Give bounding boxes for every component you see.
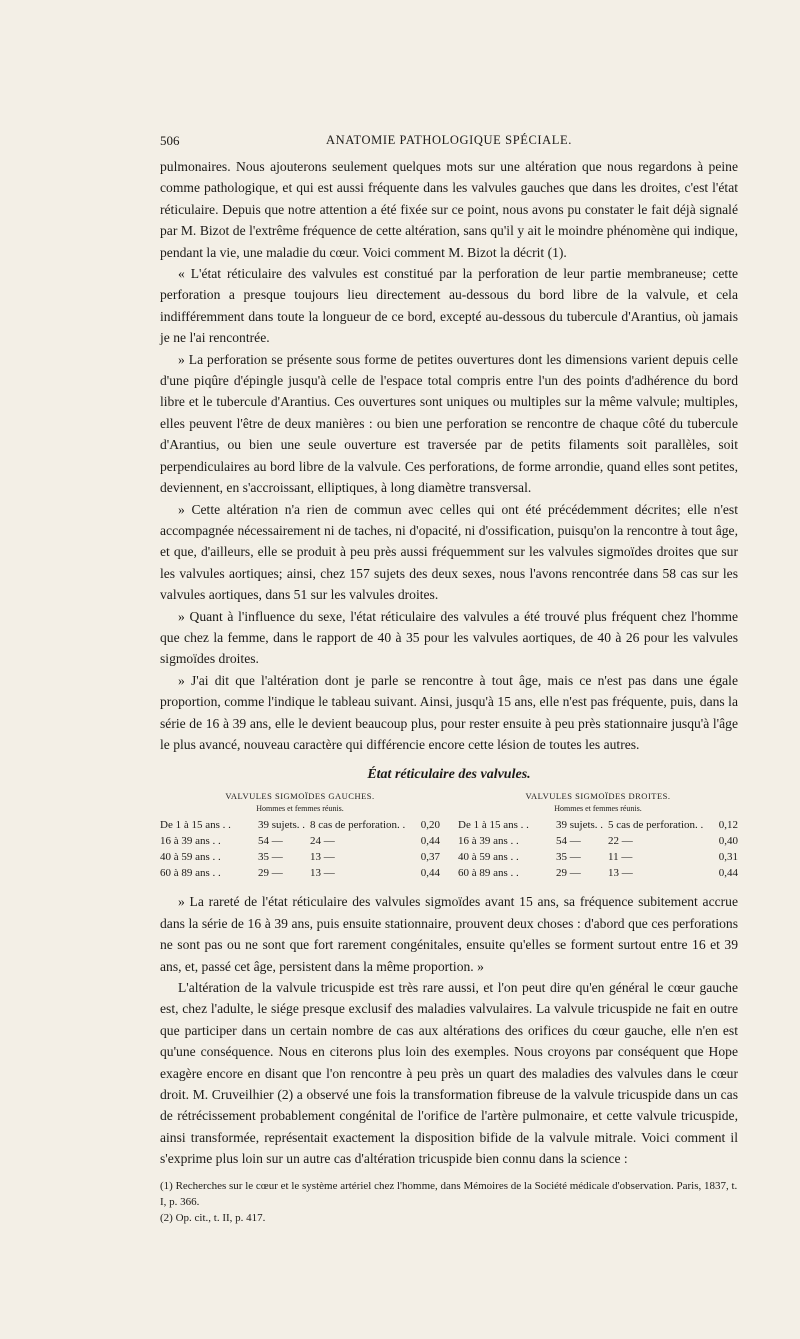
table-row [160,833,440,849]
cases-cell: 8 cas de perforation. . [310,819,406,832]
table-title: État réticulaire des valvules. [367,767,531,783]
ratio-cell: 0,20 [420,819,440,832]
age-cell: 16 à 39 ans . . [160,835,221,848]
ratio-cell: 0,40 [718,835,738,848]
paragraph: » Cette altération n'a rien de commun avec celles qui ont été précédemment décrites; elle n'est accompagnée nécessairement ni de taches, ni d'opacité, ni d'ossification, puisqu'on la rencontre à tout âge, et que, d'ailleurs, elle se produit à peu près aussi fréquemment sur les valvules sigmoïdes droites que sur les valvules aortiques; ainsi, chez 157 sujets des deux sexes, nous l'avons rencontrée dans 58 cas sur les valvules aortiques, dans 51 sur les valvules droites. [160,501,738,603]
left-table-heading: VALVULES SIGMOÏDES GAUCHES. [225,791,375,802]
age-cell: 60 à 89 ans . . [160,867,221,880]
cases-cell: 13 — [310,851,335,864]
paragraph: L'altération de la valvule tricuspide est très rare aussi, et l'on peut dire qu'en général le cœur gauche est, chez l'adulte, le siége presque exclusif des maladies valvulaires. La valvule tricuspide ne fait en outre que participer dans un certain nombre de cas aux altérations des orifices du cœur gauche, elle n'en est qu'une conséquence. Nous en citerons plus loin des exemples. Nous croyons par conséquent que Hope exagère encore en disant que l'on rencontre à peu près un quart des maladies des valvules dans le cœur droit. M. Cruveilhier (2) a observé une fois la transformation fibreuse de la valvule tricuspide dans un cas de rétrécissement probablement congénital de l'orifice de l'artère pulmonaire, et cette valvule tricuspide, ainsi transformée, représentait exactement la disposition bifide de la valvule mitrale. Voici comment il s'exprime plus loin sur un autre cas d'altération tricuspide bien connu dans la science : [160,980,738,1167]
paragraph: » Quant à l'influence du sexe, l'état réticulaire des valvules a été trouvé plus fréquent chez l'homme que chez la femme, dans le rapport de 40 à 35 pour les valvules aortiques, de 40 à 26 pour les valvules sigmoïdes droites. [160,608,738,667]
cases-cell: 5 cas de perforation. . [608,819,704,832]
ratio-cell: 0,12 [718,819,738,832]
age-cell: 40 à 59 ans . . [160,851,221,864]
age-cell: 40 à 59 ans . . [458,851,519,864]
table-row [160,865,440,881]
page-number: 506 [160,133,180,148]
subjects-cell: 39 sujets. . [258,819,306,832]
left-table [160,789,440,881]
table-row [458,849,738,865]
table-row [160,849,440,865]
footnote: (1) Recherches sur le cœur et le système artériel chez l'homme, dans Mémoires de la Société médicale d'observation. Paris, 1837, t. I, p. 366. [160,1179,738,1208]
right-table-subheading: Hommes et femmes réunis. [554,804,642,814]
data-tables [160,789,738,881]
running-title: ANATOMIE PATHOLOGIQUE SPÉCIALE. [325,133,573,147]
cases-cell: 22 — [608,835,633,848]
subjects-cell: 35 — [258,851,283,864]
subjects-cell: 39 sujets. . [556,819,604,832]
right-table [458,789,738,881]
table-row [458,833,738,849]
cases-cell: 13 — [608,867,633,880]
subjects-cell: 54 — [556,835,581,848]
paragraph: « L'état réticulaire des valvules est constitué par la perforation de leur partie membraneuse; cette perforation a presque toujours lieu directement au-dessous du bord libre de la valvule, et cela indifféremment dans toute la longueur de ce bord, excepté au-dessous du tubercule d'Arantius, où jamais je ne l'ai rencontrée. [160,266,738,346]
ratio-cell: 0,37 [420,851,440,864]
subjects-cell: 35 — [556,851,581,864]
age-cell: 16 à 39 ans . . [458,835,519,848]
table-row [458,865,738,881]
cases-cell: 24 — [310,835,335,848]
subjects-cell: 54 — [258,835,283,848]
subjects-cell: 29 — [556,867,581,880]
paragraph: » J'ai dit que l'altération dont je parle se rencontre à tout âge, mais ce n'est pas dans une égale proportion, comme l'indique le tableau suivant. Ainsi, jusqu'à 15 ans, elle n'est pas fréquente, puis, dans la série de 16 à 39 ans, elle le devient beaucoup plus, pour rester ensuite à peu près stationnaire jusqu'à l'âge le plus avancé, nouveau caractère qui différencie encore cette lésion de toutes les autres. [160,672,738,752]
ratio-cell: 0,44 [420,835,440,848]
page-body [160,156,738,1226]
paragraph: » La rareté de l'état réticulaire des valvules sigmoïdes avant 15 ans, sa fréquence subitement accrue dans la série de 16 à 39 ans, puis ensuite stationnaire, prouvent deux choses : d'abord que ces perforations ne sont pas ou ne sont que fort rarement congénitales, ensuite qu'elles se forment surtout entre 16 et 39 ans, et, passé cet âge, persistent dans la même proportion. » [160,894,738,974]
ratio-cell: 0,44 [420,867,440,880]
age-cell: De 1 à 15 ans . . [160,819,231,832]
text-after-table [160,891,738,1169]
paragraph: » La perforation se présente sous forme de petites ouvertures dont les dimensions varient depuis celle d'une piqûre d'épingle jusqu'à celle de l'espace total compris entre l'un des points d'adhérence du bord libre et le tubercule d'Arantius. Ces ouvertures sont uniques ou multiples sur la même valvule; multiples, elles peuvent l'être de deux manières : ou bien une perforation se rencontre de chaque côté du tubercule d'Arantius, ou bien une seule ouverture est traversée par de petits filaments soit parallèles, soit perpendiculaires au bord libre de la valvule. Ces perforations, de forme arrondie, quand elles sont petites, deviennent, en s'accroissant, elliptiques, à long diamètre transversal. [160,351,738,496]
ratio-cell: 0,31 [718,851,738,864]
left-table-subheading: Hommes et femmes réunis. [256,804,344,814]
footnotes [160,1178,738,1226]
age-cell: De 1 à 15 ans . . [458,819,529,832]
cases-cell: 11 — [608,851,633,864]
running-header [160,133,738,153]
ratio-cell: 0,44 [718,867,738,880]
table-row [458,817,738,833]
cases-cell: 13 — [310,867,335,880]
subjects-cell: 29 — [258,867,283,880]
age-cell: 60 à 89 ans . . [458,867,519,880]
table-row [160,817,440,833]
footnote: (2) Op. cit., t. II, p. 417. [160,1211,266,1224]
paragraph: pulmonaires. Nous ajouterons seulement quelques mots sur une altération que nous regardons à peine comme pathologique, et qui est aussi fréquente dans les valvules gauches que dans les droites, c'est l'état réticulaire. Depuis que notre attention a été fixée sur ce point, nous avons pu constater le fait déjà signalé par M. Bizot de l'extrême fréquence de cette altération, sans qu'il y ait le moindre phénomène qui indique, pendant la vie, une maladie du cœur. Voici comment M. Bizot la décrit (1). [160,159,738,260]
right-table-heading: VALVULES SIGMOÏDES DROITES. [525,791,671,802]
